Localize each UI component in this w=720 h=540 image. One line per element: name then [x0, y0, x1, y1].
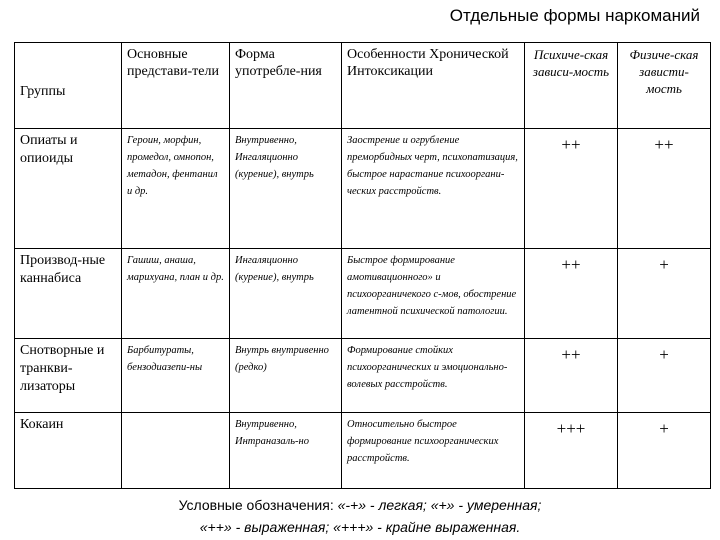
table-row	[15, 129, 711, 249]
legend	[0, 494, 720, 538]
header-group: Группы	[15, 43, 122, 129]
table-row	[15, 413, 711, 489]
header-features: Особенности Хронической Интоксикации	[342, 43, 525, 129]
cell-group: Опиаты и опиоиды	[15, 129, 122, 249]
header-usage: Форма употребле-ния	[230, 43, 342, 129]
cell-features: Заострение и огрубление преморбидных черт, психопатизация, быстрое нарастание психооргани-ческих расстройств.	[342, 129, 525, 249]
cell-representatives: Гашиш, анаша, марихуана, план и др.	[122, 249, 230, 339]
cell-group: Производ-ные каннабиса	[15, 249, 122, 339]
addiction-forms-table	[14, 42, 711, 489]
legend-line-1	[0, 494, 720, 516]
cell-representatives: Героин, морфин, промедол, омнопон, метадон, фентанил и др.	[122, 129, 230, 249]
header-representatives: Основные представи-тели	[122, 43, 230, 129]
legend-text-2: «++» - выраженная; «+++» - крайне выраженная.	[199, 519, 521, 535]
cell-psychic: ++	[525, 339, 618, 413]
cell-usage: Внутривенно, Интраназаль-но	[230, 413, 342, 489]
cell-usage: Внутрь внутривенно (редко)	[230, 339, 342, 413]
page-title: Отдельные формы наркоманий	[449, 6, 700, 25]
header-row	[15, 43, 711, 129]
legend-label: Условные обозначения:	[178, 497, 334, 513]
legend-line-2	[0, 516, 720, 538]
cell-group: Снотворные и транкви-лизаторы	[15, 339, 122, 413]
header-psychic-dependence: Психиче-ская зависи-мость	[525, 43, 618, 129]
cell-representatives	[122, 413, 230, 489]
cell-psychic: +++	[525, 413, 618, 489]
cell-physical: ++	[618, 129, 711, 249]
cell-physical: +	[618, 339, 711, 413]
cell-features: Быстрое формирование амотивационного» и психоорганичекого с-мов, обострение латентной психической патологии.	[342, 249, 525, 339]
cell-representatives: Барбитураты, бензодиазепи-ны	[122, 339, 230, 413]
cell-psychic: ++	[525, 129, 618, 249]
cell-physical: +	[618, 249, 711, 339]
cell-physical: +	[618, 413, 711, 489]
cell-features: Формирование стойких психоорганических и эмоционально-волевых расстройств.	[342, 339, 525, 413]
cell-group: Кокаин	[15, 413, 122, 489]
header-physical-dependence: Физиче-ская зависти-мость	[618, 43, 711, 129]
table-row	[15, 249, 711, 339]
cell-psychic: ++	[525, 249, 618, 339]
cell-features: Относительно быстрое формирование психоорганических расстройств.	[342, 413, 525, 489]
cell-usage: Внутривенно, Ингаляционно (курение), внутрь	[230, 129, 342, 249]
cell-usage: Ингаляционно (курение), внутрь	[230, 249, 342, 339]
legend-text-1: «-+» - легкая; «+» - умеренная;	[337, 497, 542, 513]
table-row	[15, 339, 711, 413]
